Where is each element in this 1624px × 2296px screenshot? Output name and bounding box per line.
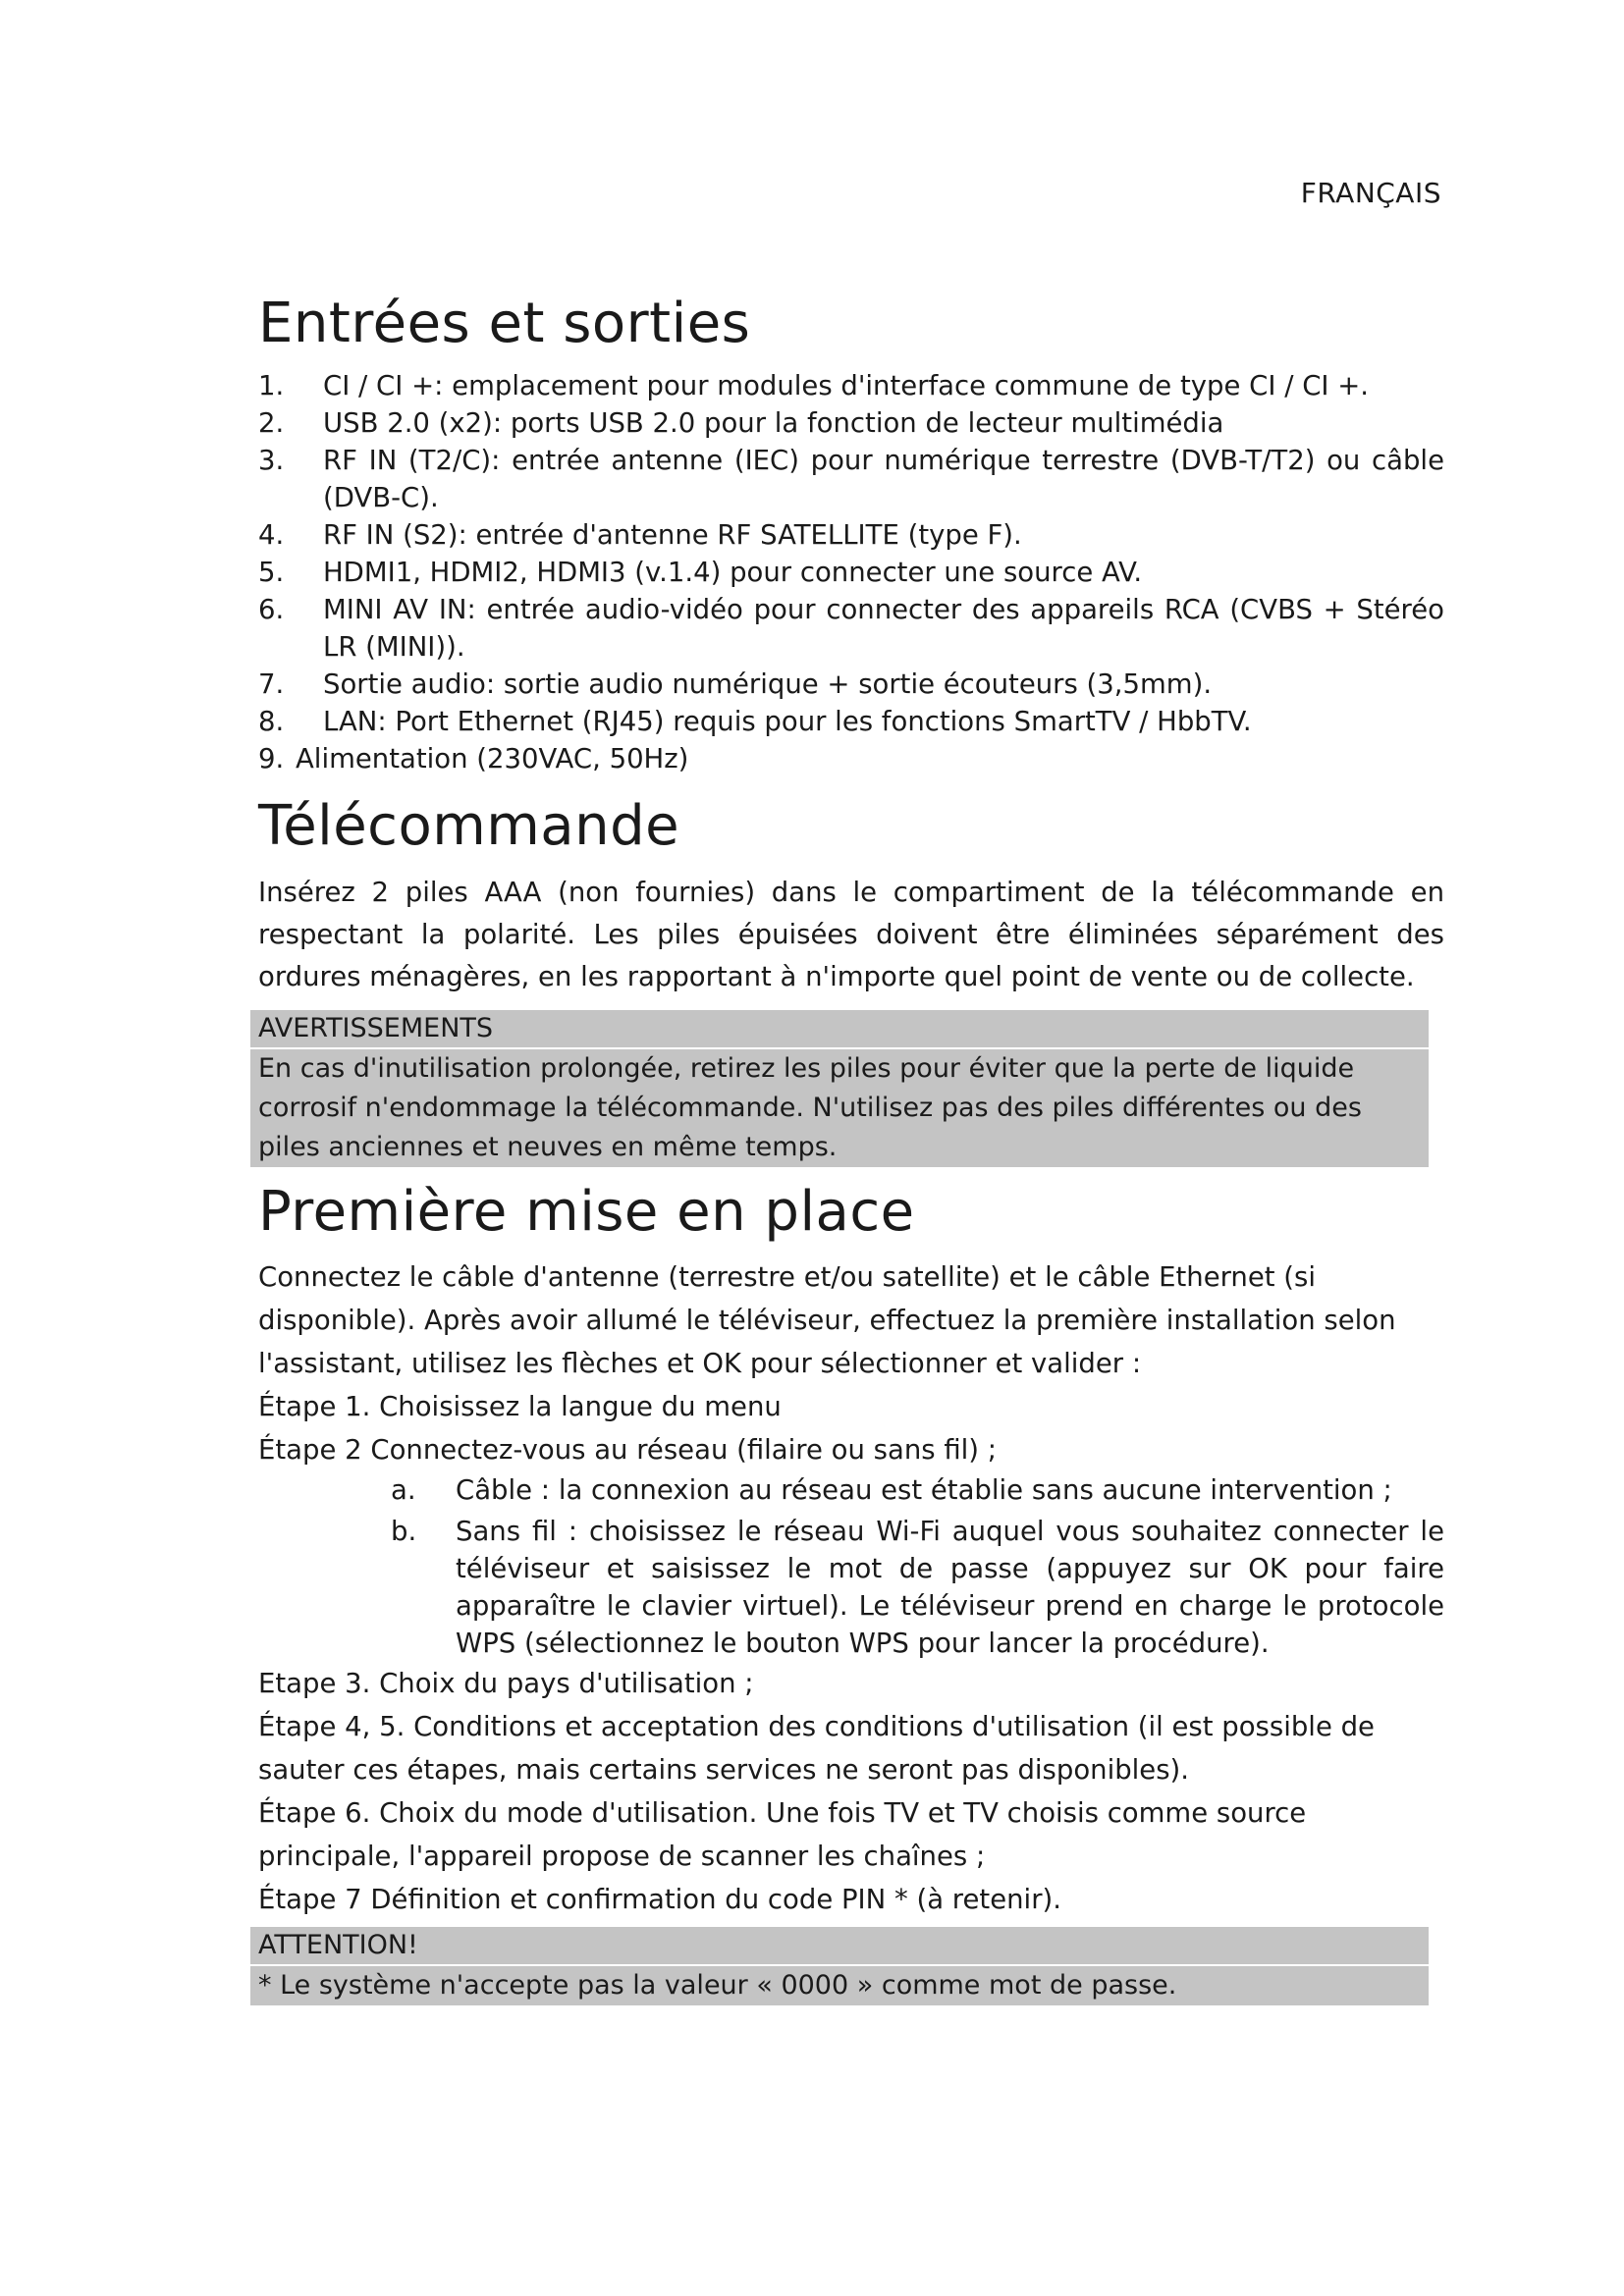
setup-step-4-5: Étape 4, 5. Conditions et acceptation des conditions d'utilisation (il est possible de sauter ces étapes, mais certains services ne seront pas disponibles).: [258, 1711, 1375, 1786]
inputs-outputs-title: Entrées et sorties: [258, 292, 751, 355]
list-item-text: USB 2.0 (x2): ports USB 2.0 pour la fonction de lecteur multimédia: [323, 407, 1224, 439]
list-item-number: 3.: [258, 445, 285, 476]
setup-step-1: Étape 1. Choisissez la langue du menu: [258, 1391, 782, 1422]
substep-text: Sans fil : choisissez le réseau Wi-Fi auquel vous souhaitez connecter le téléviseur et saisissez le mot de passe (appuyez sur OK pour faire apparaître le clavier virtuel). Le téléviseur prend en charge le protocole WPS (sélectionnez le bouton WPS pour lancer la procédure).: [456, 1516, 1444, 1659]
setup-step-3: Etape 3. Choix du pays d'utilisation ;: [258, 1668, 754, 1699]
list-item-text: Sortie audio: sortie audio numérique + sortie écouteurs (3,5mm).: [323, 668, 1213, 700]
attention-title: ATTENTION!: [250, 1927, 1429, 1964]
list-item-text: CI / CI +: emplacement pour modules d'interface commune de type CI / CI +.: [323, 370, 1370, 401]
warning-text: En cas d'inutilisation prolongée, retirez les piles pour éviter que la perte de liquide corrosif n'endommage la télécommande. N'utilisez pas des piles différentes ou des piles anciennes et neuves en même temps.: [250, 1047, 1429, 1167]
setup-step-6: Étape 6. Choix du mode d'utilisation. Une fois TV et TV choisis comme source principale, l'appareil propose de scanner les chaînes ;: [258, 1797, 1307, 1872]
remote-title: Télécommande: [258, 794, 680, 858]
attention-box: [250, 1927, 1429, 2005]
list-item-number: 6.: [258, 594, 285, 625]
list-item: [258, 591, 1444, 666]
list-item: [258, 666, 1444, 703]
list-item: [258, 367, 1444, 404]
list-item-number: 2.: [258, 407, 285, 439]
list-item-number: 9.: [258, 743, 285, 774]
list-item: [258, 442, 1444, 516]
setup-substeps: [258, 1471, 1444, 1662]
list-item-text: MINI AV IN: entrée audio-vidéo pour connecter des appareils RCA (CVBS + Stéréo LR (MINI)).: [323, 594, 1444, 663]
list-item-number: 1.: [258, 370, 285, 401]
warning-title: AVERTISSEMENTS: [250, 1010, 1429, 1047]
list-item: [258, 516, 1444, 554]
list-item-text: Alimentation (230VAC, 50Hz): [296, 743, 689, 774]
list-item: [258, 404, 1444, 442]
list-item: [258, 740, 1444, 777]
inputs-outputs-section: [258, 287, 1444, 777]
inputs-outputs-list: [258, 367, 1444, 777]
list-item-number: 7.: [258, 668, 285, 700]
substep-letter: a.: [391, 1474, 416, 1506]
list-item-number: 5.: [258, 557, 285, 588]
list-item: [258, 1513, 1444, 1662]
list-item-text: RF IN (T2/C): entrée antenne (IEC) pour numérique terrestre (DVB-T/T2) ou câble (DVB-C).: [323, 445, 1444, 513]
remote-paragraph: Insérez 2 piles AAA (non fournies) dans le compartiment de la télécommande en respectant la polarité. Les piles épuisées doivent être éliminées séparément des ordures ménagères, en les rapportant à n'importe quel point de vente ou de collecte.: [258, 877, 1444, 992]
attention-text: * Le système n'accepte pas la valeur « 0000 » comme mot de passe.: [250, 1964, 1429, 2005]
setup-step-2: Étape 2 Connectez-vous au réseau (filaire ou sans fil) ;: [258, 1434, 998, 1466]
list-item-number: 4.: [258, 519, 285, 551]
setup-intro: Connectez le câble d'antenne (terrestre et/ou satellite) et le câble Ethernet (si disponible). Après avoir allumé le téléviseur, effectuez la première installation selon l'assistant, utilisez les flèches et OK pour sélectionner et valider :: [258, 1261, 1396, 1379]
list-item-number: 8.: [258, 706, 285, 737]
list-item-text: RF IN (S2): entrée d'antenne RF SATELLITE (type F).: [323, 519, 1022, 551]
list-item-text: LAN: Port Ethernet (RJ45) requis pour les fonctions SmartTV / HbbTV.: [323, 706, 1252, 737]
substep-text: Câble : la connexion au réseau est établie sans aucune intervention ;: [456, 1474, 1392, 1506]
setup-step-7: Étape 7 Définition et confirmation du code PIN * (à retenir).: [258, 1884, 1061, 1915]
page-content: [258, 287, 1444, 2005]
remote-section: [258, 789, 1444, 1167]
list-item: [258, 554, 1444, 591]
list-item-text: HDMI1, HDMI2, HDMI3 (v.1.4) pour connecter une source AV.: [323, 557, 1143, 588]
list-item: [258, 1471, 1444, 1509]
setup-title: Première mise en place: [258, 1180, 915, 1244]
language-header: FRANÇAIS: [1300, 177, 1441, 209]
warning-box: [250, 1010, 1429, 1167]
substep-letter: b.: [391, 1516, 417, 1547]
list-item: [258, 703, 1444, 740]
setup-section: [258, 1175, 1444, 2005]
